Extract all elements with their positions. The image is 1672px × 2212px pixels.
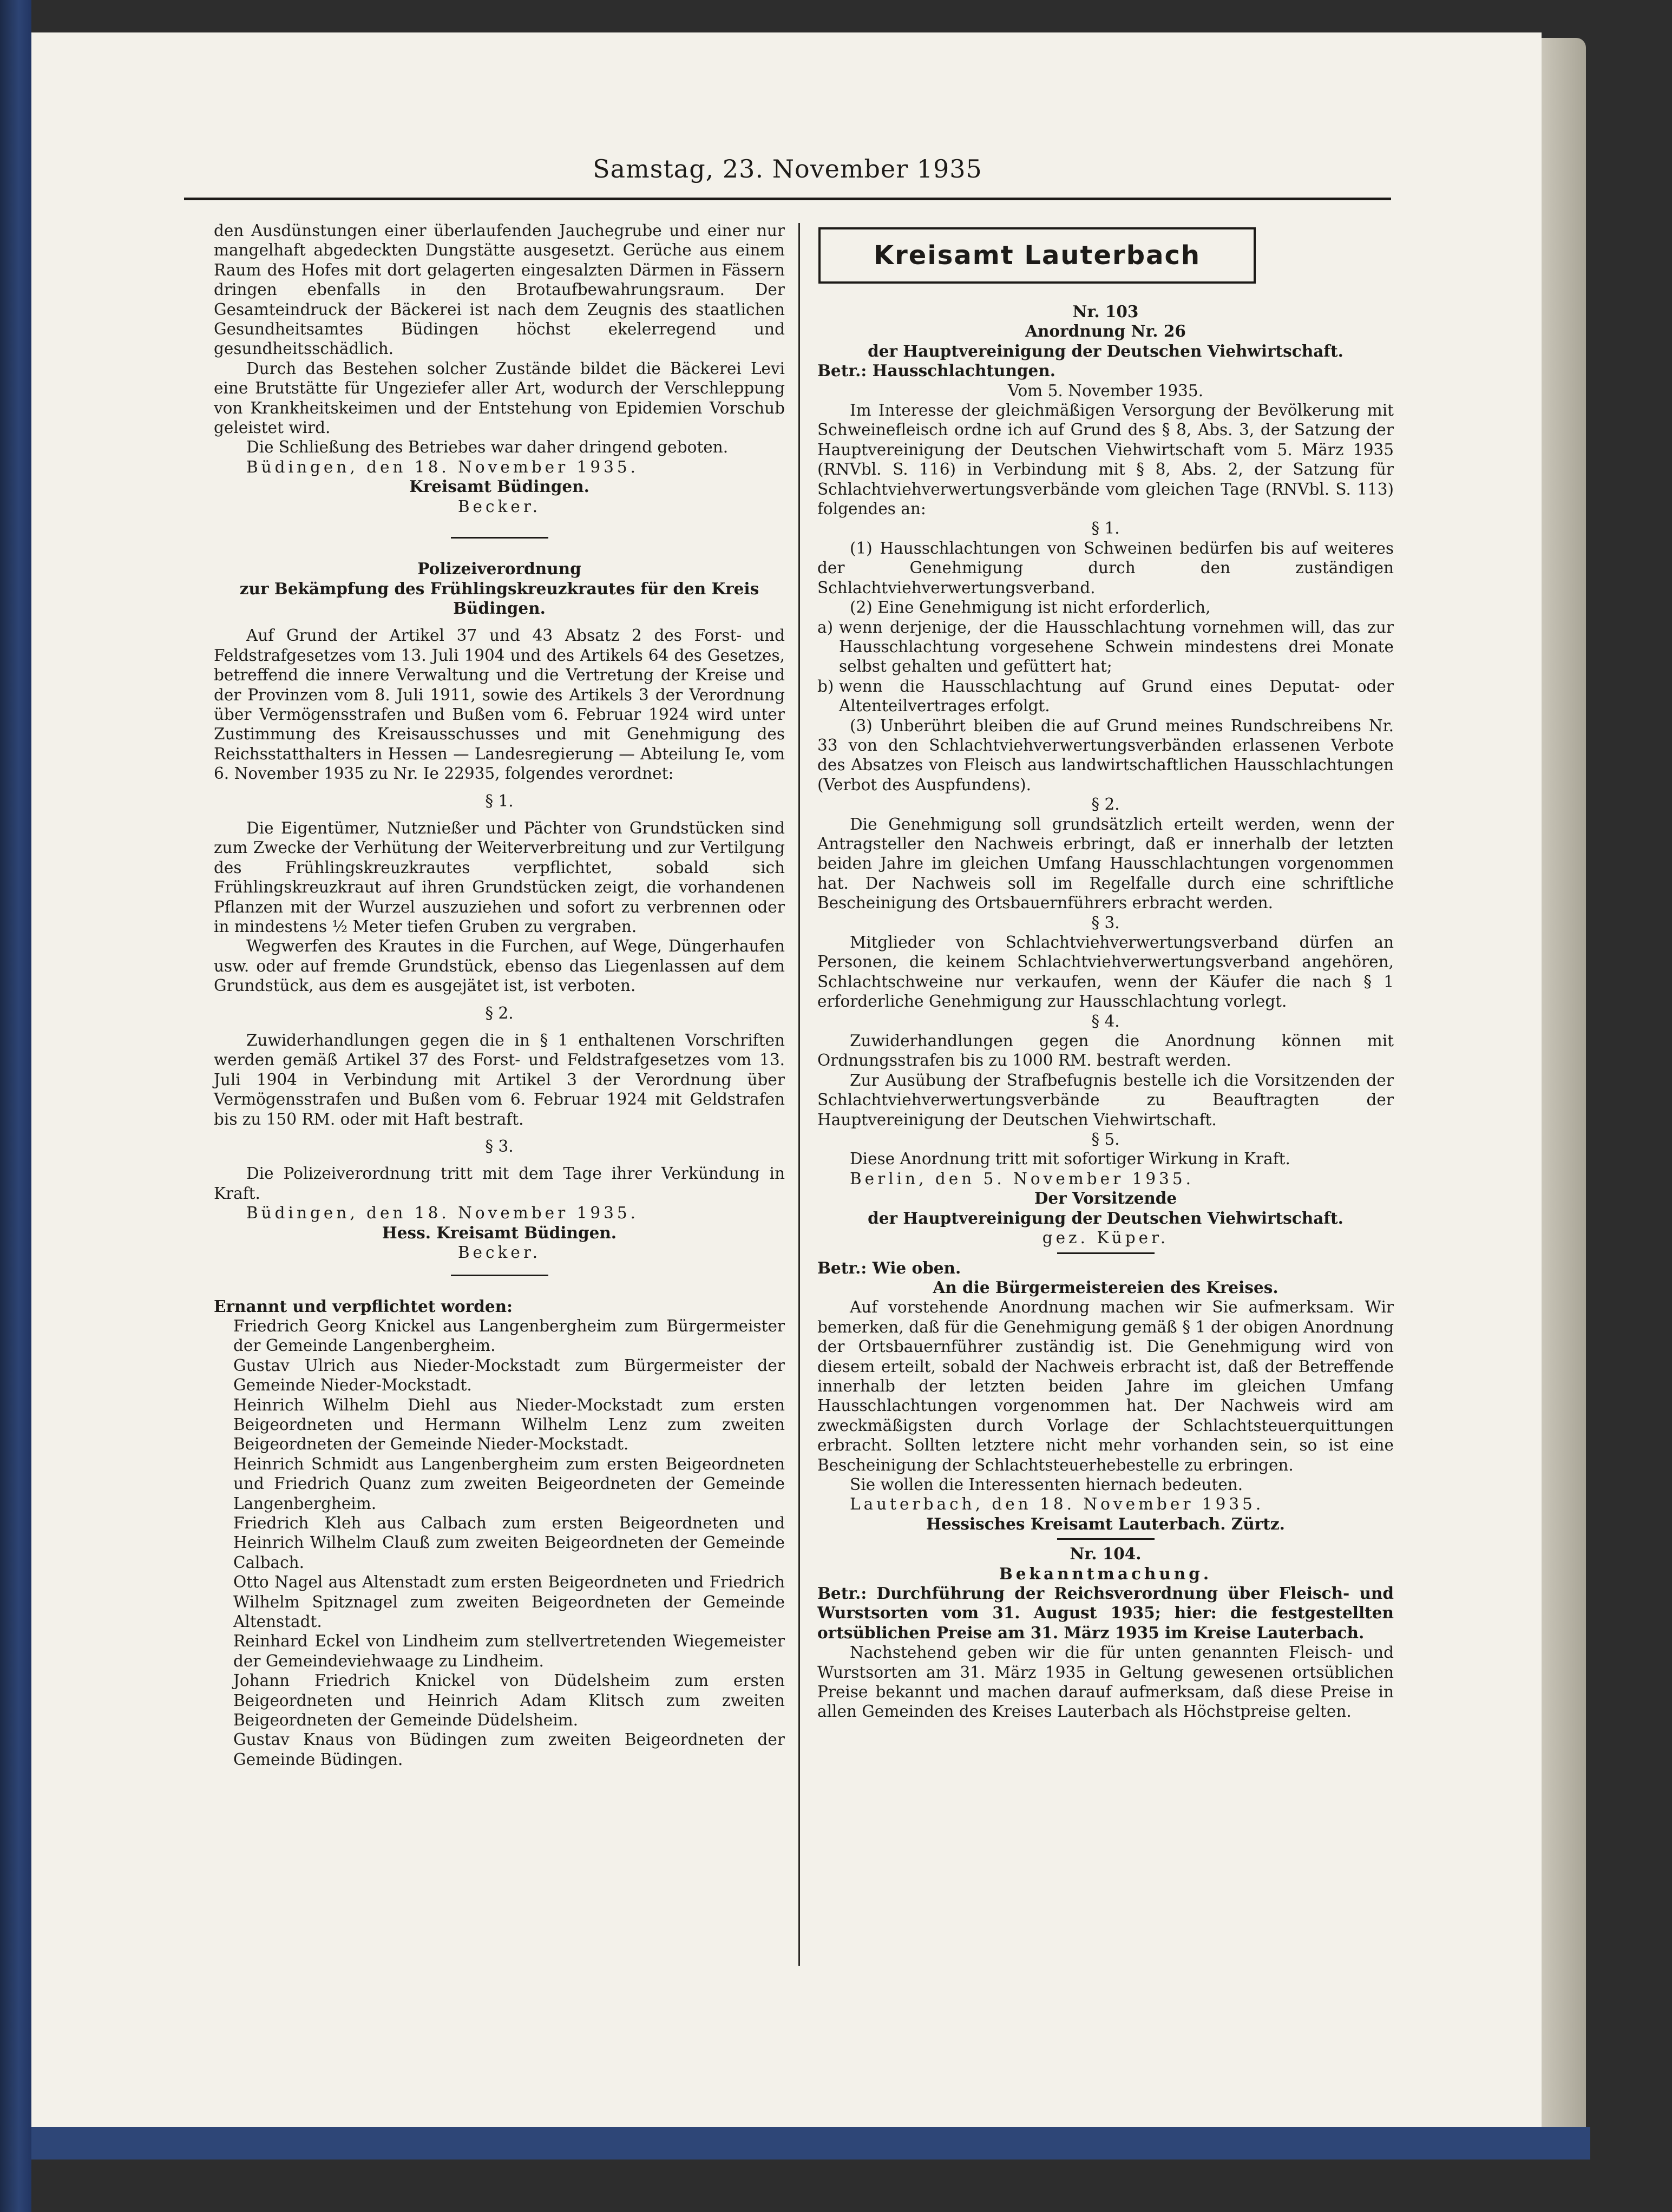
section-number: § 2. <box>485 1003 514 1022</box>
paragraph: Im Interesse der gleichmäßigen Versorgung der Bevölkerung mit Schweinefleisch ordne ich auf Grund des § 8, Abs. 3, der Satzung der Hauptvereinigung der Deutschen Viehwirtschaft vom 5. März 1935 (RNVbl. S. 116) in Verbindung mit § 8, Abs. 2, der Satzung für Schlachtviehverwertungsverbände vom gleichen Tage (RNVbl. S. 113) folgendes an: <box>817 401 1394 518</box>
order-title: Anordnung Nr. 26 <box>1025 321 1186 341</box>
list-label: a) <box>817 618 834 636</box>
paragraph: Die Genehmigung soll grundsätzlich erteilt werden, wenn der Antragsteller den Nachweis erbringt, daß er innerhalb der letzten beiden Jahre im gleichen Umfang Hausschlachtungen vorgenommen hat. Der Nachweis soll im Regelfalle durch eine schriftliche Bescheinigung des Ortsbauernführers erbracht werden. <box>817 815 1394 913</box>
list-item: Friedrich Kleh aus Calbach zum ersten Beigeordneten und Heinrich Wilhelm Clauß zum zweiten Beigeordneten der Gemeinde Calbach. <box>233 1513 785 1572</box>
paragraph: Zuwiderhandlungen gegen die in § 1 enthaltenen Vorschriften werden gemäß Artikel 37 des Forst- und Feldstrafgesetzes vom 13. Juli 1904 in Verbindung mit Artikel 3 der Verordnung über Vermögensstrafen und Bußen vom 6. Februar 1924 mit Geldstrafen bis zu 150 RM. oder mit Haft bestraft. <box>214 1031 785 1128</box>
office-name: Kreisamt Büdingen. <box>409 477 589 496</box>
paragraph: (3) Unberührt bleiben die auf Grund meines Rundschreibens Nr. 33 von den Schlachtviehverwertungsverbänden erlassenen Verbote des Absatzes von Fleisch aus landwirtschaftlichen Hausschlachtungen (Verbot des Auspfundens). <box>817 716 1394 794</box>
paragraph: Die Polizeiverordnung tritt mit dem Tage ihrer Verkündung in Kraft. <box>214 1164 785 1203</box>
notice-number: Nr. 103 <box>1072 302 1139 321</box>
signature: gez. Küper. <box>1042 1229 1169 1248</box>
paragraph: Zur Ausübung der Strafbefugnis bestelle ich die Vorsitzenden der Schlachtviehverwertungsverbände zu Beauftragten der Hauptvereinigung der Deutschen Viehwirtschaft. <box>817 1071 1394 1129</box>
column-divider <box>798 223 800 1966</box>
section-number: § 3. <box>485 1137 514 1156</box>
list-item: Otto Nagel aus Altenstadt zum ersten Beigeordneten und Friedrich Wilhelm Spitznagel zum zweiten Beigeordneten der Gemeinde Altenstadt. <box>233 1573 785 1631</box>
list-item: Reinhard Eckel von Lindheim zum stellvertretenden Wiegemeister der Gemeindeviehwaage zu Lindheim. <box>233 1632 785 1670</box>
list-item: Friedrich Georg Knickel aus Langenbergheim zum Bürgermeister der Gemeinde Langenbergheim. <box>233 1316 785 1355</box>
order-subtitle: der Hauptvereinigung der Deutschen Viehwirtschaft. <box>868 341 1343 360</box>
announcement-title: Bekanntmachung. <box>999 1564 1212 1583</box>
subject-line: Betr.: Wie oben. <box>817 1258 961 1277</box>
appointments-heading: Ernannt und verpflichtet worden: <box>214 1296 513 1316</box>
paragraph: Zuwiderhandlungen gegen die Anordnung können mit Ordnungsstrafen bis zu 1000 RM. bestraft werden. <box>817 1032 1394 1070</box>
paragraph: Die Schließung des Betriebes war daher dringend geboten. <box>246 438 729 457</box>
list-item: Johann Friedrich Knickel von Düdelsheim zum ersten Beigeordneten und Heinrich Adam Klitsch zum zweiten Beigeordneten der Gemeinde Düdelsheim. <box>233 1671 785 1730</box>
section-box-title: Kreisamt Lauterbach <box>818 227 1256 284</box>
list-item: Heinrich Wilhelm Diehl aus Nieder-Mockstadt zum ersten Beigeordneten und Hermann Wilhelm Lenz zum zweiten Beigeordneten der Gemeinde Nieder-Mockstadt. <box>233 1395 785 1454</box>
section-number: § 1. <box>485 791 514 810</box>
section-rule <box>451 1275 548 1276</box>
paragraph: Durch das Bestehen solcher Zustände bildet die Bäckerei Levi eine Brutstätte für Ungeziefer aller Art, wodurch der Verschleppung von Krankheitskeimen und der Entstehung von Epidemien Vorschub geleistet wird. <box>214 359 785 437</box>
signature: Becker. <box>457 497 541 516</box>
list-item: Heinrich Schmidt aus Langenbergheim zum ersten Beigeordneten und Friedrich Quanz zum zweiten Beigeordneten der Gemeinde Langenbergheim. <box>233 1454 785 1513</box>
list-label: b) <box>817 677 834 695</box>
section-number: § 3. <box>1091 913 1120 932</box>
list-item <box>817 677 1394 716</box>
addressee: An die Bürgermeistereien des Kreises. <box>933 1277 1278 1297</box>
office-name: Hess. Kreisamt Büdingen. <box>382 1223 617 1242</box>
ordinance-subtitle: zur Bekämpfung des Frühlingskreuzkrautes für den Kreis Büdingen. <box>239 579 759 618</box>
book-cover-bottom <box>31 2127 1590 2160</box>
paragraph: Sie wollen die Interessenten hiernach bedeuten. <box>850 1475 1243 1494</box>
header-rule <box>184 198 1391 200</box>
subject-line: Betr.: Durchführung der Reichsverordnung über Fleisch- und Wurstsorten vom 31. August 1935; hier: die festgestellten ortsüblichen Preise am 31. März 1935 im Kreise Lauterbach. <box>817 1584 1394 1642</box>
paragraph: Die Eigentümer, Nutznießer und Pächter von Grundstücken sind zum Zwecke der Verhütung der Weiterverbreitung und zur Vertilgung des Frühlingskreuzkrautes verpflichtet, sobald sich Frühlingskreuzkraut auf ihren Grundstücken zeigt, die vorhandenen Pflanzen mit der Wurzel auszuziehen und sofort zu verbrennen oder in mindestens ½ Meter tiefen Gruben zu vergraben. <box>214 818 785 936</box>
notice-number: Nr. 104. <box>1070 1544 1142 1564</box>
preamble: Auf Grund der Artikel 37 und 43 Absatz 2 des Forst- und Feldstrafgesetzes vom 13. Juli 1904 und des Artikels 64 des Gesetzes, betreffend die innere Verwaltung und die Vertretung der Kreise und der Provinzen vom 8. Juli 1911, sowie des Artikels 3 der Verordnung über Vermögensstrafen und Bußen vom 6. Februar 1924 wird unter Zustimmung des Kreisausschusses und mit Genehmigung des Reichsstatthalters in Hessen — Landesregierung — Abteilung Ie, vom 6. November 1935 zu Nr. Ie 22935, folgendes verordnet: <box>214 626 785 783</box>
book-spine <box>0 0 31 2212</box>
place-date: Lauterbach, den 18. November 1935. <box>850 1495 1264 1514</box>
signature: Becker. <box>457 1243 541 1262</box>
list-item <box>817 618 1394 677</box>
paragraph: Wegwerfen des Krautes in die Furchen, auf Wege, Düngerhaufen usw. oder auf fremde Grundstück, ebenso das Liegenlassen auf dem Grundstück, aus dem es ausgejätet ist, ist verboten. <box>214 937 785 995</box>
left-column <box>214 221 785 1769</box>
intro-paragraph: den Ausdünstungen einer überlaufenden Jauchegrube und einer nur mangelhaft abgedeckten Dungstätte ausgesetzt. Gerüche aus einem Raum des Hofes mit dort gelagerten eingesalzten Därmen in Fässern dringen ebenfalls in den Brotaufbewahrungsraum. Der Gesamteindruck der Bäckerei ist nach dem Zeugnis des staatlichen Gesundheitsamtes Büdingen höchst ekelerregend und gesundheitsschädlich. <box>214 221 785 358</box>
paragraph: (2) Eine Genehmigung ist nicht erforderlich, <box>850 598 1211 617</box>
order-date: Vom 5. November 1935. <box>1007 381 1204 400</box>
section-number: § 2. <box>1091 795 1120 814</box>
section-rule <box>451 537 548 539</box>
section-rule <box>1057 1252 1155 1254</box>
place-date: Büdingen, den 18. November 1935. <box>246 1204 639 1223</box>
section-number: § 5. <box>1091 1130 1120 1149</box>
list-text: wenn derjenige, der die Hausschlachtung vornehmen will, das zur Hausschlachtung vorgesehene Schwein mindestens drei Monate selbst gehalten und gefüttert hat; <box>839 618 1394 676</box>
paragraph: Mitglieder von Schlachtviehverwertungsverband dürfen an Personen, die keinem Schlachtviehverwertungsverband angehören, Schlachtschweine nur verkaufen, wenn der Käufer die nach § 1 erforderliche Genehmigung zur Hausschlachtung vorlegt. <box>817 933 1394 1011</box>
subject-line: Betr.: Hausschlachtungen. <box>817 361 1056 380</box>
section-number: § 1. <box>1091 519 1120 538</box>
paragraph: Nachstehend geben wir die für unten genannten Fleisch- und Wurstsorten am 31. März 1935 in Geltung gewesenen ortsüblichen Preise bekannt und machen darauf aufmerksam, daß diese Preise in allen Gemeinden des Kreises Lauterbach als Höchstpreise gelten. <box>817 1643 1394 1721</box>
paragraph: Diese Anordnung tritt mit sofortiger Wirkung in Kraft. <box>850 1150 1290 1169</box>
paragraph: Auf vorstehende Anordnung machen wir Sie aufmerksam. Wir bemerken, daß für die Genehmigung gemäß § 1 der obigen Anordnung der Ortsbauernführer zuständig ist. Die Genehmigung wird von diesem erteilt, sobald der Nachweis erbracht ist, daß der Betreffende innerhalb der letzten beiden Jahre im gleichen Umfang Hausschlachtungen vorgenommen hat. Der Nachweis wird am zweckmäßigsten durch Vorlage der Schlachtsteuerquittungen erbracht. Sollten letztere nicht mehr vorhanden sein, so ist eine Bescheinigung der Schlachtsteuerhebestelle zu erbringen. <box>817 1298 1394 1474</box>
list-item: Gustav Knaus von Büdingen zum zweiten Beigeordneten der Gemeinde Büdingen. <box>233 1730 785 1769</box>
place-date: Büdingen, den 18. November 1935. <box>246 457 639 476</box>
right-column <box>817 221 1394 1722</box>
office-signature: Hessisches Kreisamt Lauterbach. Zürtz. <box>926 1514 1285 1533</box>
list-item: Gustav Ulrich aus Nieder-Mockstadt zum Bürgermeister der Gemeinde Nieder-Mockstadt. <box>233 1356 785 1395</box>
page-header-date: Samstag, 23. November 1935 <box>593 154 982 183</box>
section-rule <box>1057 1538 1155 1540</box>
chair-title: Der Vorsitzende <box>1034 1189 1177 1208</box>
place-date: Berlin, den 5. November 1935. <box>850 1169 1195 1188</box>
ordinance-title: Polizeiverordnung <box>417 559 581 579</box>
chair-organization: der Hauptvereinigung der Deutschen Viehwirtschaft. <box>868 1208 1343 1228</box>
list-text: wenn die Hausschlachtung auf Grund eines Deputat- oder Altenteilvertrages erfolgt. <box>839 677 1394 716</box>
paragraph: (1) Hausschlachtungen von Schweinen bedürfen bis auf weiteres der Genehmigung durch den zuständigen Schlachtviehverwertungsverband. <box>817 539 1394 597</box>
section-number: § 4. <box>1091 1012 1120 1030</box>
